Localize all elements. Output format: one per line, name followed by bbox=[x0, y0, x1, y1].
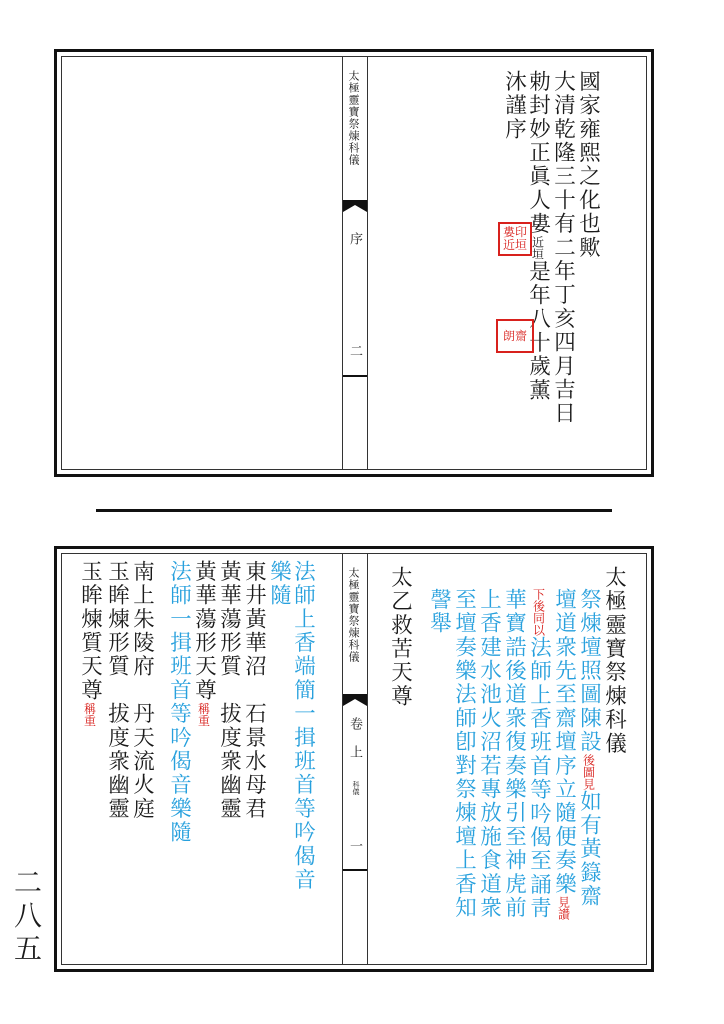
bottom-gutter-section-1: 卷 bbox=[347, 717, 362, 730]
top-gutter-title: 太極靈寶祭煉科儀 bbox=[347, 70, 360, 166]
page-number bbox=[10, 866, 46, 965]
bottom-gutter-section-2: 上 bbox=[347, 745, 362, 758]
bottom-left-col-5-note: 稱重 bbox=[196, 702, 211, 727]
page-number-digit-3: 五 bbox=[13, 932, 42, 966]
bottom-right-col-7: 至壇奏樂法師卽對祭煉壇上香知 bbox=[451, 588, 477, 920]
top-col-1: 國家雍熙之化也歟 bbox=[575, 70, 601, 260]
bottom-left-col-8: 玉眸煉形質 拔度衆幽靈 bbox=[104, 560, 130, 821]
seal-square-2: 朗齋 bbox=[496, 319, 534, 353]
bottom-left-col-3: 東井黃華沼 石景水母君 bbox=[241, 560, 267, 821]
seal-square-1: 婁印近垣 bbox=[498, 222, 532, 256]
top-gutter bbox=[342, 56, 368, 470]
bottom-left-col-9-main: 玉眸煉質天尊 bbox=[77, 560, 103, 703]
page-divider bbox=[96, 509, 612, 512]
bottom-right-col-2a: 祭煉壇照圖陳設 bbox=[576, 588, 602, 754]
bottom-right-col-3a: 壇道衆先至齋壇序立隨便奏樂 bbox=[551, 588, 577, 897]
top-col-3-small-name: 近垣 bbox=[530, 235, 545, 260]
top-gutter-leaf: 二 bbox=[347, 344, 362, 357]
page-number-digit-1: 二 bbox=[13, 866, 42, 899]
top-gutter-fishtail bbox=[343, 200, 367, 212]
bottom-left-col-9 bbox=[79, 560, 101, 726]
bottom-gutter-leaf: 一 bbox=[347, 839, 362, 852]
bottom-left-col-5 bbox=[193, 560, 215, 726]
bottom-right-col-2-note: 後圖見 bbox=[581, 753, 596, 790]
top-col-2: 大清乾隆三十有二年丁亥四月吉日 bbox=[550, 70, 576, 426]
bottom-right-col-9: 太乙救苦天尊 bbox=[387, 566, 413, 709]
bottom-right-col-6: 上香建水池火沼若專放施食道衆 bbox=[476, 588, 502, 920]
bottom-left-col-7: 南上朱陵府 丹天流火庭 bbox=[129, 560, 155, 821]
bottom-right-col-3 bbox=[553, 588, 575, 920]
top-col-3-tail: 是年八十歲薰 bbox=[525, 259, 551, 403]
bottom-left-col-9-note: 稱重 bbox=[82, 702, 97, 727]
top-gutter-bottom-line bbox=[343, 375, 367, 377]
bottom-right-col-4b: 法師上香班首等吟偈至誦靑 bbox=[526, 636, 552, 921]
bottom-left-col-4: 黃華蕩形質 拔度衆幽靈 bbox=[216, 560, 242, 821]
bottom-left-col-6: 法師一揖班首等吟偈音樂隨 bbox=[166, 560, 192, 845]
bottom-right-col-2b: 如有黃籙齋 bbox=[576, 789, 602, 909]
bottom-gutter bbox=[342, 553, 368, 965]
bottom-right-col-2 bbox=[578, 588, 600, 908]
bottom-left-col-2: 樂隨 bbox=[266, 560, 292, 608]
bottom-right-col-3-note: 見讚 bbox=[556, 896, 571, 921]
bottom-left-col-5-main: 黃華蕩形天尊 bbox=[191, 560, 217, 703]
bottom-gutter-fishtail bbox=[343, 694, 367, 706]
top-col-3-main: 勅封妙正眞人婁 bbox=[525, 70, 551, 236]
page-number-digit-2: 八 bbox=[13, 899, 42, 933]
bottom-right-col-4-note: 下後 bbox=[531, 588, 546, 612]
bottom-right-col-4-note-2: 同以 bbox=[531, 612, 546, 636]
bottom-right-col-4 bbox=[528, 588, 550, 920]
bottom-left-col-1: 法師上香端簡一揖班首等吟偈音 bbox=[290, 560, 316, 892]
bottom-right-col-1: 太極靈寶祭煉科儀 bbox=[601, 566, 627, 756]
bottom-right-col-8: 謦舉 bbox=[426, 588, 452, 636]
bottom-gutter-subtitle: 科儀 bbox=[352, 781, 360, 795]
bottom-gutter-bottom-line bbox=[343, 869, 367, 871]
bottom-gutter-title: 太極靈寶祭煉科儀 bbox=[347, 567, 360, 663]
top-gutter-section: 序 bbox=[347, 232, 362, 245]
top-col-4: 沐謹序 bbox=[501, 70, 527, 142]
bottom-right-col-5: 華寶誥後道衆復奏樂引至神虎前 bbox=[501, 588, 527, 920]
